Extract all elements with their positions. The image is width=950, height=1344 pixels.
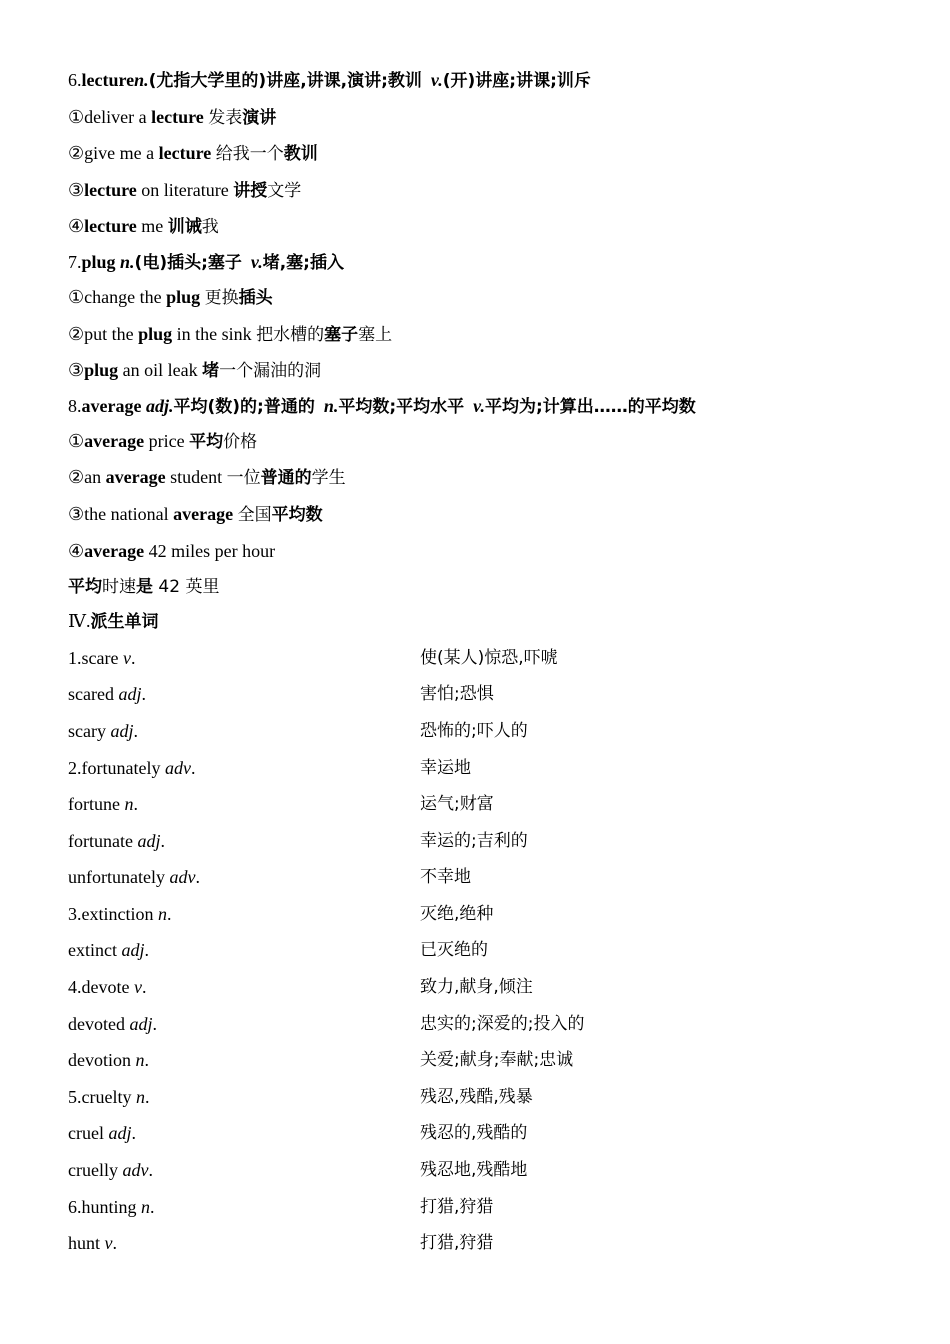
translation-bold: 讲授	[233, 180, 268, 201]
example-phrase	[68, 423, 888, 460]
example-marker: ③	[68, 179, 85, 200]
example-marker: ①	[68, 106, 85, 127]
phrase-text: give me a	[84, 143, 159, 164]
derived-word-meaning: 运气;财富	[420, 794, 494, 815]
derived-word	[68, 1189, 420, 1226]
translation-bold: 堵	[202, 361, 220, 382]
period: .	[144, 1050, 149, 1071]
derived-word-meaning: 灭绝,绝种	[420, 903, 494, 924]
derived-word	[68, 640, 420, 677]
derived-word	[68, 676, 420, 713]
derived-word-row	[68, 640, 888, 677]
entry-number: 6.	[68, 70, 82, 90]
phrase-text: put the	[84, 323, 139, 344]
translation-text: 全国	[237, 504, 272, 525]
example-phrase	[68, 279, 888, 316]
headword: plug	[81, 251, 116, 272]
example-phrase	[68, 459, 888, 496]
derived-word-meaning: 残忍的,残酷的	[420, 1123, 528, 1144]
translation-bold: 插头	[238, 287, 273, 308]
phrase-keyword: average	[173, 503, 234, 524]
period: .	[133, 720, 138, 741]
derived-word-meaning: 忠实的;深爱的;投入的	[420, 1013, 585, 1034]
phrase-keyword: average	[105, 467, 166, 488]
translation-text: 价格	[223, 431, 258, 452]
period: .	[190, 757, 196, 778]
phrase-keyword: plug	[84, 360, 119, 381]
part-of-speech: n.	[134, 70, 149, 90]
derived-word-meaning: 残忍,残酷,残暴	[420, 1086, 533, 1107]
example-marker: ①	[68, 430, 85, 451]
phrase-text: in the sink	[172, 323, 257, 344]
translation-bold: 演讲	[242, 107, 277, 128]
example-marker: ②	[68, 467, 85, 488]
example-marker: ①	[68, 286, 85, 307]
period: .	[152, 1013, 157, 1034]
definition: 平均数;平均水平	[338, 396, 465, 417]
definition: (尤指大学里的)讲座,讲课,演讲;教训	[148, 71, 422, 91]
derived-word	[68, 969, 420, 1006]
word-text: hunt	[68, 1233, 105, 1254]
derived-word-row	[68, 1115, 888, 1152]
derived-word-meaning: 不幸地	[420, 867, 471, 888]
phrase-keyword: lecture	[84, 179, 137, 200]
part-of-speech: v	[122, 647, 131, 668]
derived-word-row	[68, 750, 888, 787]
period: .	[166, 903, 172, 924]
derived-word-row	[68, 713, 888, 750]
phrase-keyword: average	[84, 430, 145, 451]
period: .	[148, 1160, 153, 1181]
part-of-speech: v.	[473, 395, 485, 416]
part-of-speech: n	[124, 794, 134, 815]
translation-bold: 平均	[68, 577, 102, 598]
word-text: 5.cruelty	[68, 1086, 136, 1107]
example-marker: ③	[68, 360, 85, 381]
entry-heading-lecture	[68, 62, 888, 99]
derived-word-meaning: 打猎,狩猎	[420, 1233, 494, 1254]
part-of-speech: n	[141, 1196, 151, 1217]
phrase-text: an oil leak	[118, 360, 203, 381]
translation-text: 时速	[102, 577, 136, 598]
phrase-text: change the	[84, 286, 167, 307]
word-text: scared	[68, 684, 119, 705]
example-phrase	[68, 135, 888, 172]
phrase-text: the national	[84, 503, 174, 524]
word-text: 2.fortunately	[68, 757, 165, 778]
example-marker: ②	[68, 323, 85, 344]
phrase-keyword: plug	[138, 323, 173, 344]
translation-text: 把水槽的	[256, 324, 325, 345]
derived-word-meaning: 幸运的;吉利的	[420, 830, 528, 851]
phrase-text: me	[136, 216, 168, 237]
period: .	[144, 940, 149, 961]
part-of-speech: n.	[120, 251, 135, 272]
period: .	[160, 830, 165, 851]
section-heading-derived-words	[68, 603, 888, 640]
translation-text: 一个漏油的洞	[219, 361, 322, 382]
derived-word	[68, 786, 420, 823]
word-text: 1.scare	[68, 647, 123, 668]
translation-bold: 平均	[189, 431, 224, 452]
definition: 平均(数)的;普通的	[173, 396, 315, 417]
example-marker: ④	[68, 540, 85, 561]
derived-word	[68, 932, 420, 969]
translation-bold: 是	[136, 577, 153, 598]
example-phrase	[68, 208, 888, 245]
period: .	[133, 794, 138, 815]
derived-word	[68, 1079, 420, 1116]
derived-word	[68, 750, 420, 787]
part-of-speech: v	[104, 1233, 113, 1254]
derived-word-meaning: 恐怖的;吓人的	[420, 720, 528, 741]
derived-word-meaning: 使(某人)惊恐,吓唬	[420, 647, 558, 668]
derived-word-row	[68, 1006, 888, 1043]
example-translation	[68, 569, 888, 603]
period: .	[144, 1086, 150, 1107]
derived-word-meaning: 已灭绝的	[420, 940, 488, 961]
derived-word	[68, 859, 420, 896]
part-of-speech: adj	[108, 1123, 132, 1144]
part-of-speech: v.	[430, 70, 443, 90]
derived-word-row	[68, 859, 888, 896]
example-marker: ④	[68, 216, 85, 237]
word-text: 6.hunting	[68, 1196, 142, 1217]
derived-word	[68, 1225, 420, 1262]
period: .	[141, 684, 146, 705]
derived-word-row	[68, 896, 888, 933]
derived-words-list	[68, 640, 888, 1262]
part-of-speech: v.	[250, 251, 263, 272]
definition: (开)讲座;讲课;训斥	[442, 71, 591, 91]
example-marker: ②	[68, 143, 85, 164]
derived-word	[68, 713, 420, 750]
derived-word-meaning: 打猎,狩猎	[420, 1196, 494, 1217]
word-text: devoted	[68, 1013, 130, 1034]
example-phrase	[68, 496, 888, 533]
part-of-speech: adj.	[145, 395, 174, 416]
derived-word-meaning: 幸运地	[420, 757, 471, 778]
part-of-speech: adv	[122, 1160, 149, 1181]
word-text: fortune	[68, 794, 125, 815]
entry-number: 7.	[68, 251, 82, 272]
translation-text: 我	[201, 217, 219, 238]
entry-number: 8.	[68, 395, 82, 416]
vocabulary-content	[68, 62, 888, 1262]
derived-word-meaning: 残忍地,残酷地	[420, 1160, 528, 1181]
period: .	[131, 1123, 136, 1144]
word-text: devotion	[68, 1050, 136, 1071]
word-text: cruelly	[68, 1160, 123, 1181]
derived-word-row	[68, 1225, 888, 1262]
translation-text: 文学	[267, 180, 302, 201]
part-of-speech: adj	[129, 1013, 153, 1034]
section-title: 派生单词	[90, 612, 159, 633]
part-of-speech: adj	[121, 940, 145, 961]
translation-text: 给我一个	[215, 144, 284, 165]
word-text: fortunate	[68, 830, 138, 851]
entry-heading-average	[68, 389, 888, 423]
phrase-text: 42 miles per hour	[144, 540, 276, 561]
section-number: Ⅳ.	[68, 611, 91, 632]
part-of-speech: adj	[118, 684, 142, 705]
derived-word-row	[68, 1189, 888, 1226]
word-text: cruel	[68, 1123, 109, 1144]
translation-text: 更换	[204, 287, 239, 308]
phrase-keyword: average	[84, 540, 145, 561]
part-of-speech: adv	[169, 867, 196, 888]
derived-word-meaning: 害怕;恐惧	[420, 684, 494, 705]
phrase-text: student	[165, 467, 227, 488]
translation-bold: 普通的	[260, 468, 312, 489]
example-marker: ③	[68, 503, 85, 524]
translation-text: 一位	[226, 468, 261, 489]
derived-word-row	[68, 932, 888, 969]
example-phrase	[68, 533, 888, 570]
word-text: scary	[68, 720, 111, 741]
phrase-text: on literature	[136, 179, 234, 200]
definition: (电)插头;塞子	[134, 252, 242, 273]
phrase-keyword: lecture	[84, 216, 137, 237]
headword: lecture	[81, 70, 135, 90]
example-phrase	[68, 316, 888, 353]
phrase-keyword: plug	[166, 286, 201, 307]
derived-word-row	[68, 1042, 888, 1079]
word-text: 3.extinction	[68, 903, 158, 924]
phrase-keyword: lecture	[158, 143, 212, 164]
part-of-speech: n.	[323, 395, 339, 416]
period: .	[195, 867, 200, 888]
derived-word	[68, 1042, 420, 1079]
word-text: unfortunately	[68, 867, 170, 888]
entry-heading-plug	[68, 245, 888, 279]
part-of-speech: adj	[137, 830, 161, 851]
period: .	[141, 977, 147, 998]
derived-word	[68, 1115, 420, 1152]
part-of-speech: n	[157, 903, 167, 924]
example-phrase	[68, 99, 888, 136]
example-phrase	[68, 352, 888, 389]
word-text: extinct	[68, 940, 122, 961]
derived-word	[68, 1152, 420, 1189]
part-of-speech: n	[135, 1086, 145, 1107]
word-text: 4.devote	[68, 977, 134, 998]
derived-word-row	[68, 1079, 888, 1116]
period: .	[130, 647, 136, 668]
phrase-text: price	[144, 430, 190, 451]
derived-word-meaning: 致力,献身,倾注	[420, 977, 533, 998]
part-of-speech: v	[133, 977, 142, 998]
part-of-speech: adv	[164, 757, 191, 778]
definition: 平均为;计算出……的平均数	[484, 396, 696, 417]
derived-word	[68, 896, 420, 933]
derived-word-meaning: 关爱;献身;奉献;忠诚	[420, 1050, 574, 1071]
headword: average	[81, 395, 142, 416]
translation-bold: 塞子	[324, 324, 359, 345]
derived-word-row	[68, 1152, 888, 1189]
derived-word-row	[68, 786, 888, 823]
derived-word	[68, 823, 420, 860]
derived-word	[68, 1006, 420, 1043]
derived-word-row	[68, 676, 888, 713]
phrase-keyword: lecture	[151, 106, 204, 127]
period: .	[150, 1196, 155, 1217]
example-phrase	[68, 172, 888, 209]
part-of-speech: n	[135, 1050, 145, 1071]
translation-bold: 平均数	[271, 504, 323, 525]
translation-bold: 教训	[283, 144, 318, 165]
definition: 堵,塞;插入	[262, 252, 344, 273]
translation-bold: 训诫	[167, 217, 202, 238]
part-of-speech: adj	[110, 720, 134, 741]
period: .	[112, 1233, 118, 1254]
derived-word-row	[68, 969, 888, 1006]
derived-word-row	[68, 823, 888, 860]
phrase-text: an	[84, 467, 106, 488]
translation-text: 42 英里	[153, 577, 220, 598]
translation-text: 发表	[208, 107, 243, 128]
translation-text: 塞上	[358, 324, 393, 345]
translation-text: 学生	[311, 468, 346, 489]
phrase-text: deliver a	[84, 106, 152, 127]
